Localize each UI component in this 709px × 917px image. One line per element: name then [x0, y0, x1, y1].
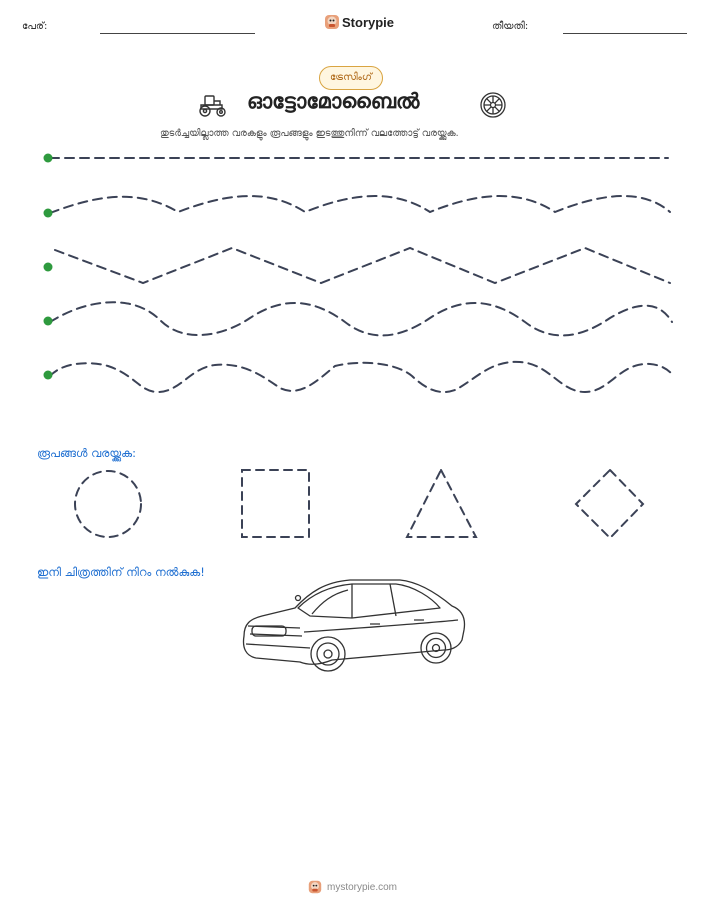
trace-line-zigzag — [55, 248, 670, 283]
trace-line-wave — [50, 302, 672, 335]
shapes-heading: രൂപങ്ങൾ വരയ്ക്കുക: — [37, 446, 137, 460]
tracing-shapes — [0, 460, 709, 550]
footer-website[interactable]: mystorypie.com — [327, 882, 398, 893]
trace-line-bumpy-wave — [50, 362, 672, 392]
footer-logo-icon — [307, 879, 323, 895]
shape-square — [242, 470, 309, 537]
start-dot-3 — [44, 263, 53, 272]
start-dot-5 — [44, 371, 53, 380]
shape-circle — [75, 471, 141, 537]
shape-diamond — [576, 470, 643, 538]
trace-line-gentle-wave — [50, 196, 670, 213]
brand-name: Storypie — [342, 15, 395, 30]
page-title: ഓട്ടോമോബൈൽ — [247, 89, 420, 113]
instruction-text: തുടർച്ചയില്ലാത്ത വരകളും രൂപങ്ങളും ഇടത്തുനിന്ന് വലത്തോട്ട് വരയ്ക്കുക. — [160, 128, 459, 139]
shape-triangle — [407, 470, 476, 537]
coloring-heading: ഇനി ചിത്രത്തിന് നിറം നൽകുക! — [37, 565, 205, 579]
car-illustration — [240, 574, 470, 684]
start-dot-1 — [44, 154, 53, 163]
start-dot-4 — [44, 317, 53, 326]
name-label: പേര്: — [22, 21, 48, 32]
tracing-badge: ട്രേസിംഗ് — [319, 66, 383, 90]
date-label: തീയതി: — [492, 21, 529, 32]
start-dot-2 — [44, 209, 53, 218]
